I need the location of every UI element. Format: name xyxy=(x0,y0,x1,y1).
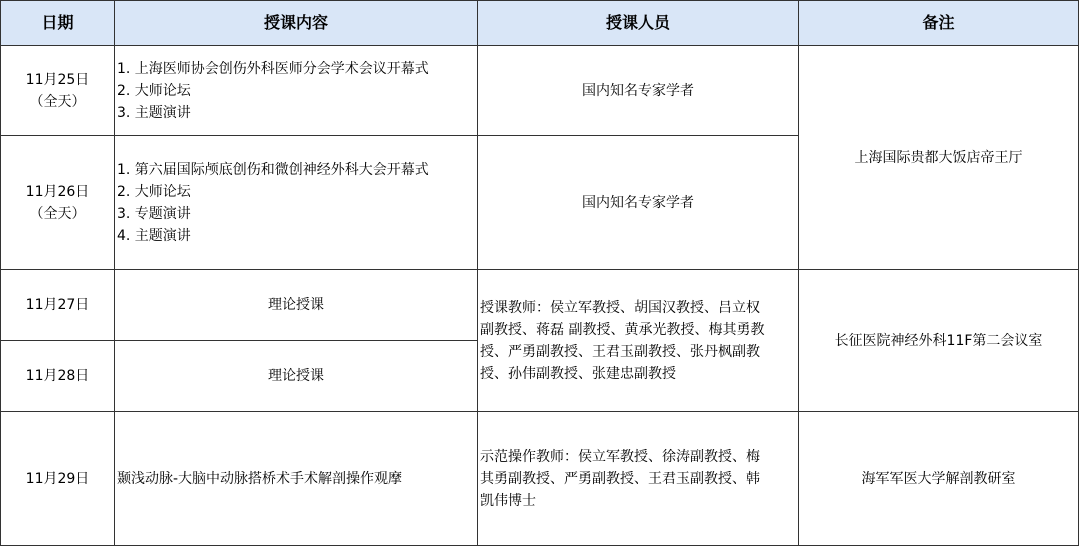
date-cell: 11月27日 xyxy=(1,270,115,341)
teachers-line: 授、严勇副教授、王君玉副教授、张丹枫副教 xyxy=(480,343,760,360)
header-row xyxy=(1,1,1079,46)
content-item: 1. 第六届国际颅底创伤和微创神经外科大会开幕式 xyxy=(117,161,429,178)
teachers-line: 示范操作教师：侯立军教授、徐涛副教授、梅 xyxy=(480,448,760,465)
teachers-line: 副教授、蒋磊 副教授、黄承光教授、梅其勇教 xyxy=(480,321,765,338)
date-text: 11月25日 xyxy=(25,71,90,88)
content-item: 2. 大师论坛 xyxy=(117,82,191,99)
table-row xyxy=(1,412,1079,546)
notes-cell: 上海国际贵都大饭店帝王厅 xyxy=(799,46,1079,270)
content-cell: 颞浅动脉-大脑中动脉搭桥术手术解剖操作观摩 xyxy=(115,412,478,546)
teachers-line: 授、孙伟副教授、张建忠副教授 xyxy=(480,365,676,382)
teachers-cell: 国内知名专家学者 xyxy=(478,136,799,270)
date-cell: 11月29日 xyxy=(1,412,115,546)
content-item: 3. 主题演讲 xyxy=(117,104,191,121)
table-row xyxy=(1,270,1079,341)
date-subtext: （全天） xyxy=(29,93,86,110)
teachers-cell xyxy=(478,412,799,546)
teachers-cell: 国内知名专家学者 xyxy=(478,46,799,136)
date-cell: 11月28日 xyxy=(1,341,115,412)
date-cell xyxy=(1,46,115,136)
teachers-cell xyxy=(478,270,799,412)
header-content: 授课内容 xyxy=(115,1,478,46)
content-item: 2. 大师论坛 xyxy=(117,183,191,200)
content-cell: 理论授课 xyxy=(115,270,478,341)
content-cell xyxy=(115,46,478,136)
header-date: 日期 xyxy=(1,1,115,46)
content-cell xyxy=(115,136,478,270)
date-text: 11月26日 xyxy=(25,183,90,200)
notes-cell: 长征医院神经外科11F第二会议室 xyxy=(799,270,1079,412)
content-item: 3. 专题演讲 xyxy=(117,205,191,222)
content-item: 1. 上海医师协会创伤外科医师分会学术会议开幕式 xyxy=(117,60,429,77)
teachers-line: 其勇副教授、严勇副教授、王君玉副教授、韩 xyxy=(480,470,760,487)
header-teachers: 授课人员 xyxy=(478,1,799,46)
notes-cell: 海军军医大学解剖教研室 xyxy=(799,412,1079,546)
header-notes: 备注 xyxy=(799,1,1079,46)
teachers-line: 授课教师：侯立军教授、胡国汉教授、吕立权 xyxy=(480,299,760,316)
date-subtext: （全天） xyxy=(29,205,86,222)
date-cell xyxy=(1,136,115,270)
content-cell: 理论授课 xyxy=(115,341,478,412)
teachers-line: 凯伟博士 xyxy=(480,492,536,509)
table-row xyxy=(1,46,1079,136)
content-item: 4. 主题演讲 xyxy=(117,227,191,244)
